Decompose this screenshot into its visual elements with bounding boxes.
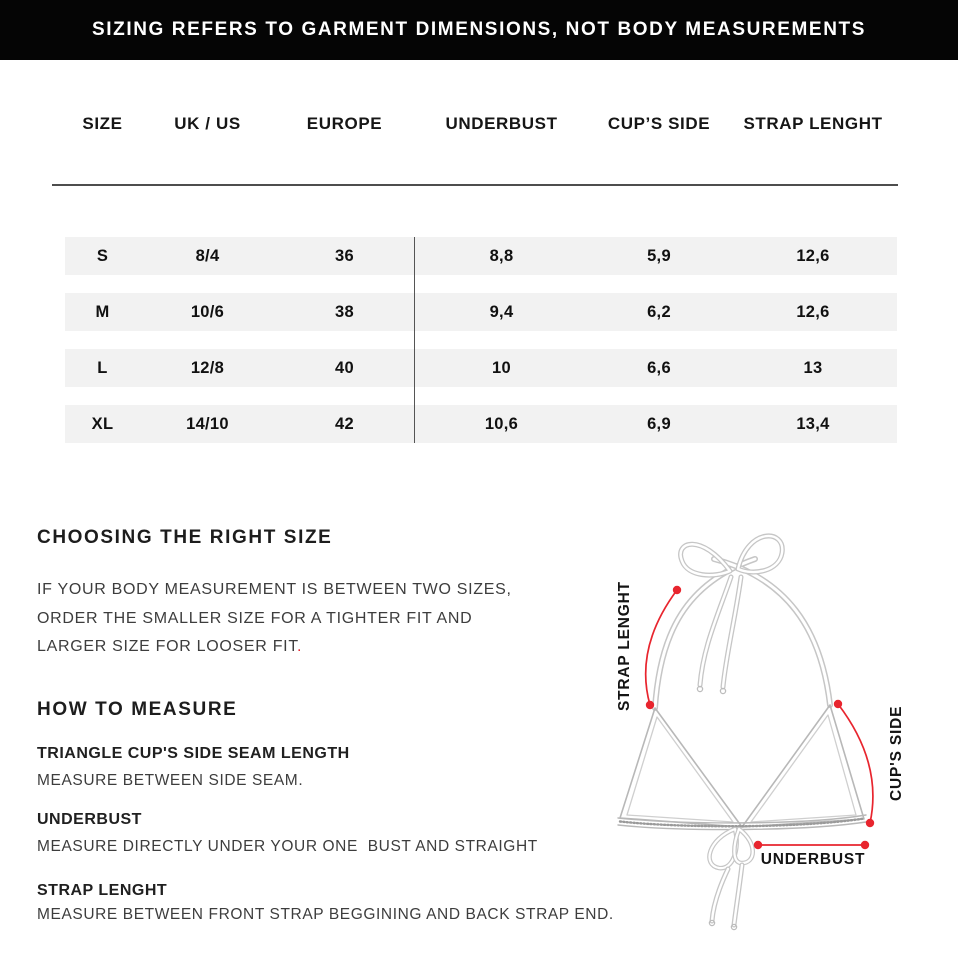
measure-item-desc-underbust: MEASURE DIRECTLY UNDER YOUR ONE BUST AND STRAIGHT — [37, 838, 538, 855]
cell-size: XL — [91, 414, 114, 433]
cell-strap-lenght: 13,4 — [796, 414, 830, 433]
measure-item-title-underbust: UNDERBUST — [37, 811, 142, 828]
cell-strap-lenght: 12,6 — [796, 246, 830, 265]
cell-uk-us: 14/10 — [186, 414, 229, 433]
cell-underbust: 8,8 — [489, 246, 514, 265]
measure-item-title-cup-seam: TRIANGLE CUP'S SIDE SEAM LENGTH — [37, 745, 350, 762]
cell-europe: 40 — [335, 358, 354, 377]
column-header-size: SIZE — [82, 114, 123, 133]
cell-europe: 36 — [335, 246, 354, 265]
cell-strap-lenght: 12,6 — [796, 302, 830, 321]
cell-underbust: 10,6 — [484, 414, 519, 433]
diagram-strap-lenght-label: STRAP LENGHT — [616, 581, 633, 711]
column-header-europe: EUROPE — [306, 114, 383, 133]
measure-item-desc-strap: MEASURE BETWEEN FRONT STRAP BEGGINING AND BACK STRAP END. — [37, 906, 614, 923]
table-header-divider — [52, 184, 898, 186]
column-header-strap-lenght: STRAP LENGHT — [743, 114, 883, 133]
cell-uk-us: 12/8 — [190, 358, 225, 377]
cell-europe: 38 — [335, 302, 354, 321]
cell-cups-side: 6,2 — [647, 302, 671, 321]
column-header-cups-side: CUP’S SIDE — [607, 114, 711, 133]
table-row-m — [65, 293, 897, 331]
cell-europe: 42 — [335, 414, 354, 433]
cell-cups-side: 6,6 — [647, 358, 671, 377]
choosing-size-text-period: . — [297, 638, 303, 655]
cell-uk-us: 10/6 — [190, 302, 225, 321]
how-to-measure-heading: HOW TO MEASURE — [37, 699, 238, 720]
table-row-l — [65, 349, 897, 387]
cell-underbust: 10 — [492, 358, 511, 377]
measure-item-desc-cup-seam: MEASURE BETWEEN SIDE SEAM. — [37, 772, 304, 789]
diagram-cups-side-label: CUP'S SIDE — [888, 705, 905, 801]
banner-text: SIZING REFERS TO GARMENT DIMENSIONS, NOT BODY MEASUREMENTS — [91, 19, 867, 40]
table-row-xl — [65, 405, 897, 443]
size-table-header — [65, 110, 897, 138]
sizing-disclaimer-banner — [0, 0, 958, 60]
size-table-body — [65, 237, 897, 443]
table-vertical-divider — [414, 237, 415, 443]
cell-cups-side: 6,9 — [647, 414, 671, 433]
cell-size: L — [97, 358, 108, 377]
measurement-annotations — [646, 590, 873, 845]
measure-item-title-strap: STRAP LENGHT — [37, 882, 168, 899]
cell-cups-side: 5,9 — [647, 246, 671, 265]
cell-strap-lenght: 13 — [803, 358, 823, 377]
cell-uk-us: 8/4 — [195, 246, 220, 265]
column-header-underbust: UNDERBUST — [445, 114, 558, 133]
column-header-uk-us: UK / US — [174, 114, 241, 133]
choosing-size-text-body: IF YOUR BODY MEASUREMENT IS BETWEEN TWO SIZES, ORDER THE SMALLER SIZE FOR A TIGHTER FIT AND LARGER SIZE FOR LOOSER FIT — [37, 581, 512, 655]
strap-lenght-arrow — [646, 590, 677, 705]
cell-size: M — [95, 302, 110, 321]
diagram-underbust-label: UNDERBUST — [760, 851, 866, 868]
cups-side-arrow — [838, 704, 873, 823]
cell-underbust: 9,4 — [489, 302, 514, 321]
choosing-size-text — [37, 576, 537, 662]
cell-size: S — [96, 246, 109, 265]
choosing-size-heading: CHOOSING THE RIGHT SIZE — [37, 527, 333, 548]
table-row-s — [65, 237, 897, 275]
